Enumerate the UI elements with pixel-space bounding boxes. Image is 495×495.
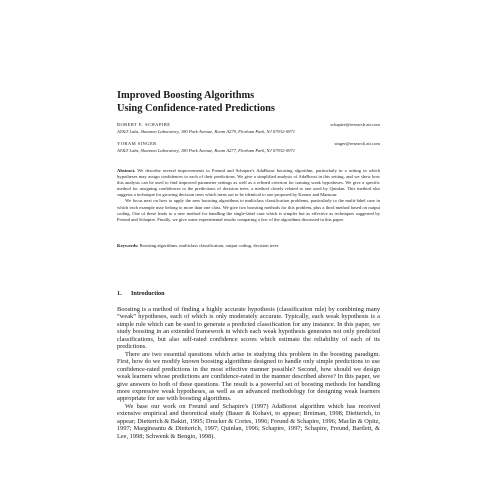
author-name: YORAM SINGER (117, 141, 157, 146)
author-name: ROBERT E. SCHAPIRE (117, 122, 171, 127)
author-email: schapire@research.att.com (330, 122, 380, 127)
abstract (117, 168, 380, 223)
section-heading (117, 290, 165, 298)
section-number: 1. (117, 290, 122, 297)
body-paragraph-1: Boosting is a method of finding a highly accurate hypothesis (classification rule) by combining many “weak” hypotheses, each of which is only moderately accurate. Typically, each weak hypothesis is a simple rule which can be used to generate a predicted classification for any instance. In this paper, we study boosting in an extended framework in which each weak hypothesis generates not only predicted classifications, but also self-rated confidence scores which estimate the reliability of each of its predictions. (117, 306, 380, 351)
title-line-1: Improved Boosting Algorithms (117, 90, 255, 101)
abstract-label: Abstract. (117, 168, 136, 173)
paper-title (117, 90, 397, 115)
abstract-paragraph-1: We describe several improvements to Freund and Schapire's AdaBoost boosting algorithm, particularly in a setting in which hypotheses may assign confidences to each of their predictions. We give a simplified analysis of AdaBoost in this setting, and we show how this analysis can be used to find improved parameter settings as well as a refined criterion for training weak hypotheses. We give a specific method for assigning confidences to the predictions of decision trees, a method closely related to one used by Quinlan. This method also suggests a technique for growing decision trees which turns out to be identical to one proposed by Kearns and Mansour. (117, 168, 380, 198)
author-block-2 (117, 141, 380, 154)
section-title: Introduction (131, 290, 165, 297)
abstract-paragraph-2: We focus next on how to apply the new boosting algorithms to multiclass classification problems, particularly to the multi-label case in which each example may belong to more than one class. We give two boosting methods for this problem, plus a third method based on output coding. One of these leads to a new method for handling the single-label case which is simpler but as effective as techniques suggested by Freund and Schapire. Finally, we give some experimental results comparing a few of the algorithms discussed in this paper. (117, 198, 380, 222)
body-paragraph-3: We base our work on Freund and Schapire's (1997) AdaBoost algorithm which has received extensive empirical and theoretical study (Bauer & Kohavi, to appear; Breiman, 1998; Dietterich, to appear; Dietterich & Bakiri, 1995; Drucker & Cortes, 1996; Freund & Schapire, 1996; Maclin & Opitz, 1997; Margineantu & Dietterich, 1997; Quinlan, 1996; Schapire, 1997; Schapire, Freund, Bartlett, & Lee, 1998; Schwenk & Bengio, 1998). (117, 402, 380, 440)
title-line-2: Using Confidence-rated Predictions (117, 102, 275, 114)
body-paragraph-2: There are two essential questions which arise in studying this problem in the boosting paradigm. First, how do we modify known boosting algorithms designed to handle only simple predictions to use confidence-rated predictions in the most effective manner possible? Second, how should we design weak learners whose predictions are confidence-rated in the manner described above? In this paper, we give answers to both of these questions. The result is a powerful set of boosting methods for handling more expressive weak hypotheses, as well as an advanced methodology for designing weak learners appropriate for use with boosting algorithms. (117, 350, 380, 403)
author-block-1 (117, 122, 380, 135)
author-affiliation: AT&T Labs, Shannon Laboratory, 180 Park Avenue, Room A279, Florham Park, NJ 07932-0971 (117, 128, 296, 134)
section-body (117, 306, 380, 440)
author-email: singer@research.att.com (334, 141, 380, 146)
keywords-text: Boosting algorithms, multiclass classification, output coding, decision trees (139, 243, 279, 248)
keywords-label: Keywords: (117, 243, 139, 248)
keywords (117, 243, 380, 249)
author-affiliation: AT&T Labs, Shannon Laboratory, 180 Park Avenue, Room A277, Florham Park, NJ 07932-0971 (117, 147, 296, 153)
